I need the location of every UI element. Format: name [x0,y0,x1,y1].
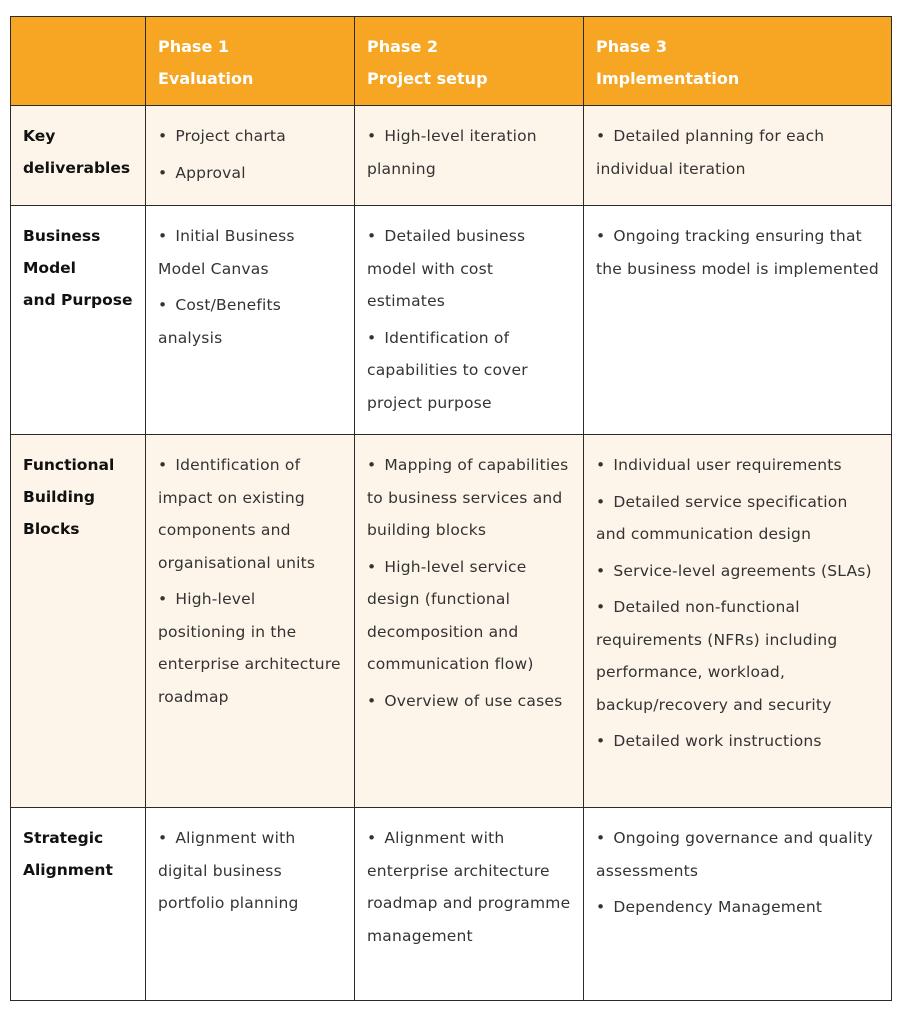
row-label-line: Model [23,259,76,277]
row-label-line: Business [23,227,101,245]
bullet-item: • High-level service design (functional decomposition and communication flow) [367,551,571,681]
row-label-line: Blocks [23,520,80,538]
row-label-line: Functional [23,456,115,474]
header-row [11,17,892,106]
cell-phase-2 [355,206,584,435]
row-label [11,808,146,1001]
bullet-item: • Overview of use cases [367,685,571,718]
phase-2-title: Phase 2 [367,37,438,56]
bullet-item: • Ongoing governance and quality assessments [596,822,879,887]
cell-phase-3 [584,206,892,435]
phase-3-subtitle: Implementation [596,69,740,88]
header-corner-cell [11,17,146,106]
cell-phase-2 [355,435,584,808]
phase-2-header [355,17,584,106]
row-label [11,106,146,206]
row-label [11,206,146,435]
row-label-line: deliverables [23,159,131,177]
cell-phase-1 [146,808,355,1001]
row-key-deliverables [11,106,892,206]
bullet-item: • Identification of capabilities to cover project purpose [367,322,571,420]
cell-phase-1 [146,435,355,808]
cell-phase-2 [355,106,584,206]
phase-1-subtitle: Evaluation [158,69,254,88]
row-label-line: Building [23,488,96,506]
bullet-item: • Identification of impact on existing components and organisational units [158,449,342,579]
bullet-item: • Detailed planning for each individual iteration [596,120,879,185]
row-strategic-alignment [11,808,892,1001]
cell-phase-3 [584,435,892,808]
bullet-item: • Dependency Management [596,891,879,924]
bullet-item: • Alignment with enterprise architecture roadmap and programme management [367,822,571,952]
cell-phase-1 [146,106,355,206]
cell-phase-1 [146,206,355,435]
bullet-item: • Detailed service specification and communication design [596,486,879,551]
bullet-item: • Initial Business Model Canvas [158,220,342,285]
bullet-item: • Detailed non-functional requirements (NFRs) including performance, workload, backup/recovery and security [596,591,879,721]
row-business-model [11,206,892,435]
row-label-line: Alignment [23,861,113,879]
row-label [11,435,146,808]
phase-1-title: Phase 1 [158,37,229,56]
bullet-item: • Mapping of capabilities to business services and building blocks [367,449,571,547]
cell-phase-2 [355,808,584,1001]
phases-table [10,16,892,1001]
bullet-item: • Detailed work instructions [596,725,879,758]
bullet-item: • High-level iteration planning [367,120,571,185]
row-label-line: and Purpose [23,291,133,309]
bullet-item: • Service-level agreements (SLAs) [596,555,879,588]
bullet-item: • Individual user requirements [596,449,879,482]
bullet-item: • Ongoing tracking ensuring that the business model is implemented [596,220,879,285]
row-functional-building-blocks [11,435,892,808]
bullet-item: • Alignment with digital business portfolio planning [158,822,342,920]
phase-3-title: Phase 3 [596,37,667,56]
bullet-item: • Detailed business model with cost estimates [367,220,571,318]
bullet-item: • Approval [158,157,342,190]
cell-phase-3 [584,106,892,206]
bullet-item: • Cost/Benefits analysis [158,289,342,354]
cell-phase-3 [584,808,892,1001]
row-label-line: Strategic [23,829,104,847]
phase-2-subtitle: Project setup [367,69,488,88]
phase-3-header [584,17,892,106]
bullet-item: • High-level positioning in the enterprise architecture roadmap [158,583,342,713]
bullet-item: • Project charta [158,120,342,153]
row-label-line: Key [23,127,56,145]
phase-1-header [146,17,355,106]
